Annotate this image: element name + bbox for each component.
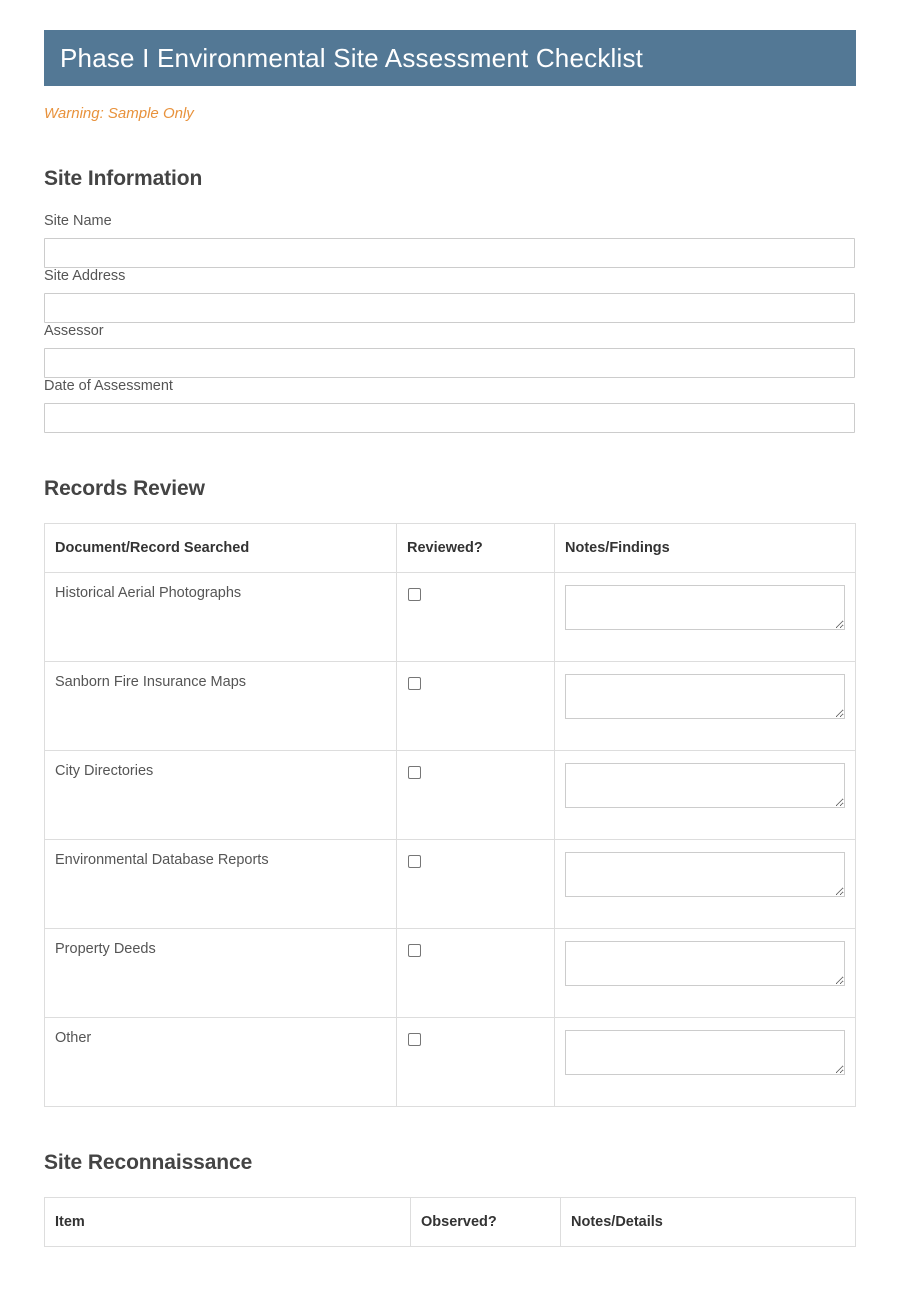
column-header-item: Item [45,1198,411,1247]
reviewed-checkbox-cell [397,929,555,1018]
site-address-input[interactable] [44,293,855,323]
reviewed-checkbox-cell [397,840,555,929]
date-of-assessment-input[interactable] [44,403,855,433]
record-item-label: Sanborn Fire Insurance Maps [45,662,397,751]
reviewed-checkbox-cell [397,573,555,662]
sample-warning-text: Warning: Sample Only [44,105,194,122]
label-site-name: Site Name [44,213,112,229]
field-group-site-name [44,213,855,268]
record-item-label: Other [45,1018,397,1107]
table-header-row [45,524,856,573]
notes-cell [555,573,856,662]
site-name-input[interactable] [44,238,855,268]
table-row [45,840,856,929]
column-header-notes-findings: Notes/Findings [555,524,856,573]
reviewed-checkbox-cell [397,751,555,840]
notes-findings-textarea[interactable] [565,852,845,897]
label-assessor: Assessor [44,323,104,339]
notes-cell [555,662,856,751]
field-group-assessor [44,323,855,378]
notes-findings-textarea[interactable] [565,941,845,986]
record-item-label: Environmental Database Reports [45,840,397,929]
page-title: Phase I Environmental Site Assessment Checklist [44,30,856,86]
table-row [45,1018,856,1107]
notes-cell [555,751,856,840]
label-site-address: Site Address [44,268,126,284]
reviewed-checkbox[interactable] [408,855,421,868]
section-heading-site-information: Site Information [44,167,203,190]
notes-findings-textarea[interactable] [565,674,845,719]
notes-findings-textarea[interactable] [565,585,845,630]
column-header-reviewed: Reviewed? [397,524,555,573]
assessor-input[interactable] [44,348,855,378]
reviewed-checkbox[interactable] [408,766,421,779]
reviewed-checkbox-cell [397,1018,555,1107]
table-row [45,751,856,840]
reviewed-checkbox[interactable] [408,588,421,601]
records-review-table [44,523,856,1107]
record-item-label: City Directories [45,751,397,840]
records-review-table-body [45,573,856,1107]
record-item-label: Historical Aerial Photographs [45,573,397,662]
notes-cell [555,1018,856,1107]
section-heading-site-reconnaissance: Site Reconnaissance [44,1151,253,1174]
reviewed-checkbox-cell [397,662,555,751]
record-item-label: Property Deeds [45,929,397,1018]
column-header-observed: Observed? [411,1198,561,1247]
table-header-row [45,1198,856,1247]
reviewed-checkbox[interactable] [408,944,421,957]
label-date-of-assessment: Date of Assessment [44,378,173,394]
column-header-notes-details: Notes/Details [561,1198,856,1247]
reviewed-checkbox[interactable] [408,1033,421,1046]
column-header-document-record-searched: Document/Record Searched [45,524,397,573]
table-row [45,573,856,662]
table-row [45,662,856,751]
notes-findings-textarea[interactable] [565,763,845,808]
site-information-form [44,213,855,433]
notes-cell [555,840,856,929]
field-group-date-of-assessment [44,378,855,433]
section-heading-records-review: Records Review [44,477,205,500]
table-row [45,929,856,1018]
reviewed-checkbox[interactable] [408,677,421,690]
site-reconnaissance-table [44,1197,856,1247]
field-group-site-address [44,268,855,323]
notes-cell [555,929,856,1018]
notes-findings-textarea[interactable] [565,1030,845,1075]
